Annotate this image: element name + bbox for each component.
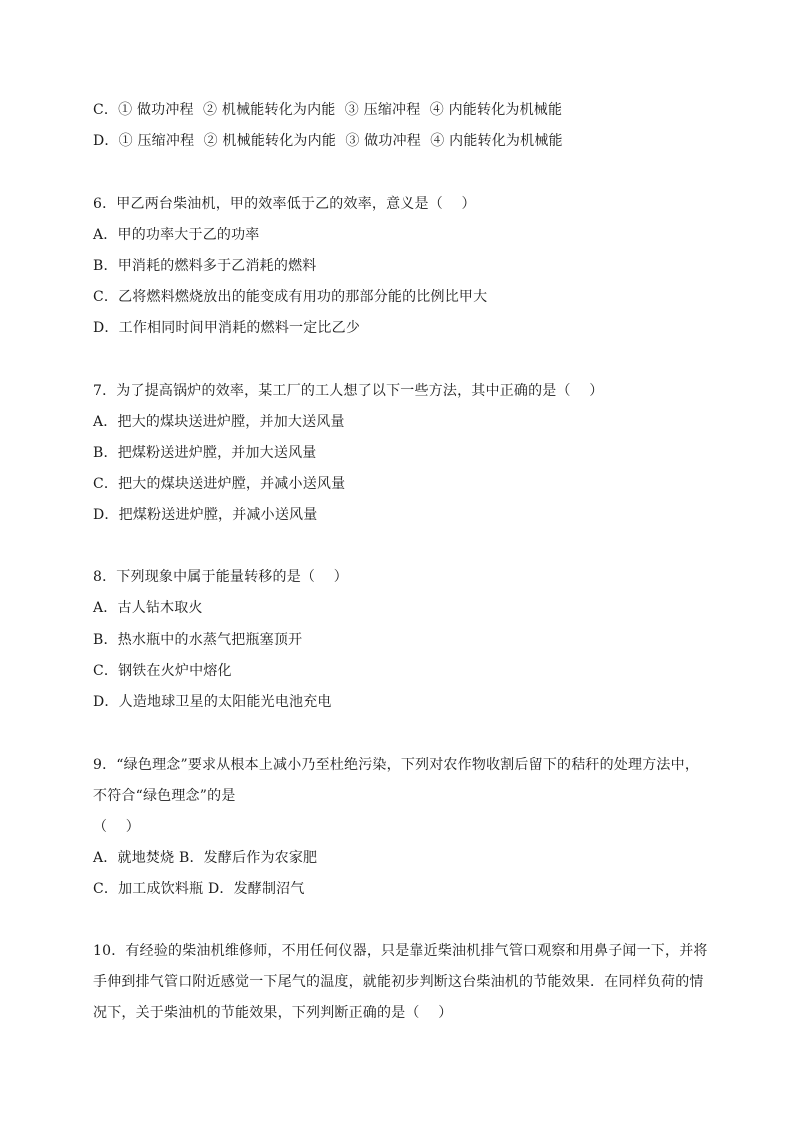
q5-option-d: D．① 压缩冲程 ② 机械能转化为内能 ③ 做功冲程 ④ 内能转化为机械能 (93, 133, 563, 149)
q9-options-cd: C．加工成饮料瓶 D．发酵制沼气 (93, 881, 305, 897)
q6-option-d: D．工作相同时间甲消耗的燃料一定比乙少 (93, 320, 361, 336)
q9-stem-line-1: 9．“绿色理念”要求从根本上减小乃至杜绝污染，下列对农作物收割后留下的秸秆的处理方法中， (93, 757, 700, 773)
q9-stem-line-2: 不符合“绿色理念”的是 (93, 788, 236, 804)
q6-option-b: B．甲消耗的燃料多于乙消耗的燃料 (93, 258, 317, 274)
q8-option-c: C．钢铁在火炉中熔化 (93, 663, 232, 679)
q7-option-b: B．把煤粉送进炉膛，并加大送风量 (93, 445, 317, 461)
q7-stem: 7．为了提高锅炉的效率，某工厂的工人想了以下一些方法，其中正确的是（ ） (93, 383, 604, 399)
q6-option-c: C．乙将燃料燃烧放出的能变成有用功的那部分能的比例比甲大 (93, 289, 488, 305)
q8-option-d: D．人造地球卫星的太阳能光电池充电 (93, 694, 332, 710)
q8-option-a: A．古人钻木取火 (93, 600, 203, 616)
q7-option-d: D．把煤粉送进炉膛，并减小送风量 (93, 507, 318, 523)
q10-stem-line-3: 况下，关于柴油机的节能效果，下列判断正确的是（ ） (93, 1005, 453, 1021)
q6-option-a: A．甲的功率大于乙的功率 (93, 227, 260, 243)
q6-stem: 6．甲乙两台柴油机，甲的效率低于乙的效率，意义是（ ） (93, 196, 476, 212)
q10-stem-line-1: 10．有经验的柴油机维修师，不用任何仪器，只是靠近柴油机排气管口观察和用鼻子闻一下，并将 (93, 943, 708, 959)
q9-stem-line-3: （ ） (93, 819, 141, 835)
q7-option-c: C．把大的煤块送进炉膛，并减小送风量 (93, 476, 346, 492)
q7-option-a: A．把大的煤块送进炉膛，并加大送风量 (93, 414, 345, 430)
q8-stem: 8．下列现象中属于能量转移的是（ ） (93, 569, 348, 585)
q10-stem-line-2: 手伸到排气管口附近感觉一下尾气的温度，就能初步判断这台柴油机的节能效果．在同样负荷的情 (93, 974, 704, 990)
q5-option-c: C．① 做功冲程 ② 机械能转化为内能 ③ 压缩冲程 ④ 内能转化为机械能 (93, 102, 563, 118)
q9-options-ab: A．就地焚烧 B．发酵后作为农家肥 (93, 850, 318, 866)
q8-option-b: B．热水瓶中的水蒸气把瓶塞顶开 (93, 632, 303, 648)
